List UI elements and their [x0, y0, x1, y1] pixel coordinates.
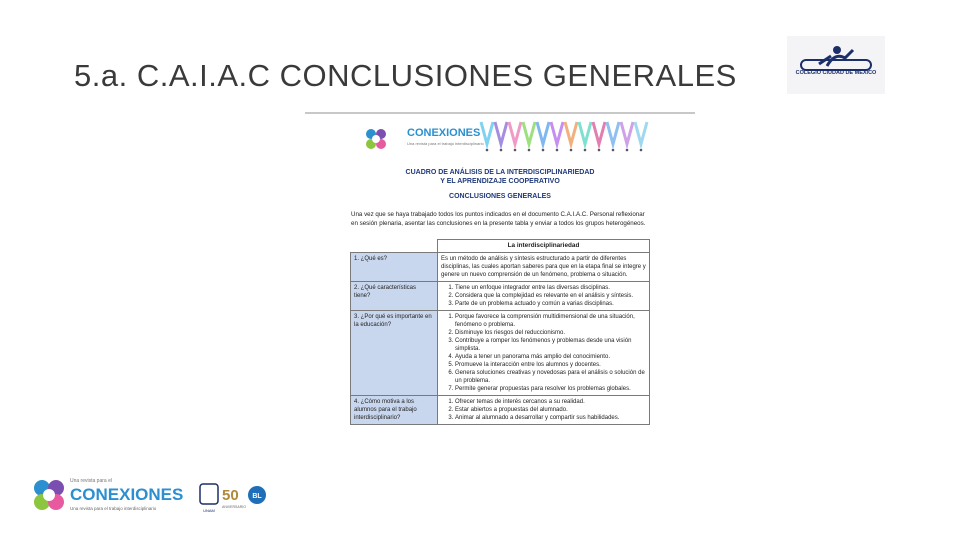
question-cell: 1. ¿Qué es? [351, 253, 438, 282]
school-name: COLEGIO CIUDAD DE MÉXICO [795, 70, 877, 76]
list-item: 3. Contribuye a romper los fenómenos y problemas desde una visión simplista. [455, 337, 646, 353]
table-row [351, 253, 650, 282]
table-row [351, 311, 650, 396]
list-item: 2. Disminuye los riesgos del reduccionismo. [455, 329, 646, 337]
document-intro: Una vez que se haya trabajado todos los puntos indicados en el documento C.A.I.A.C. Personal reflexionar en sesión plenaria, asentar las conclusiones en la presente tabla y enviar a todos los grupos heterogéneos. [351, 211, 646, 227]
list-item: 6. Genera soluciones creativas y novedosas para el análisis o solución de un problema. [455, 369, 646, 385]
school-logo [787, 36, 885, 94]
list-item: 2. Considera que la complejidad es relevante en el análisis y síntesis. [455, 292, 646, 300]
document-preview [305, 112, 695, 496]
question-cell: 4. ¿Cómo motiva a los alumnos para el trabajo interdisciplinario? [351, 396, 438, 425]
list-item: 2. Estar abiertos a propuestas del alumnado. [455, 406, 646, 414]
badge-sub: ANIVERSARIO [222, 505, 246, 509]
conexiones-footer-logo-icon [34, 480, 64, 510]
answer-cell [438, 311, 650, 396]
footer-small-label: Una revista para el [70, 478, 112, 484]
table-header-row [351, 240, 650, 253]
list-item: 1. Porque favorece la comprensión multidimensional de una situación, fenómeno o problema. [455, 313, 646, 329]
slide-title: 5.a. C.A.I.A.C CONCLUSIONES GENERALES [74, 58, 737, 93]
anniversary-badge-icon [222, 487, 246, 509]
unam-seal-icon [200, 484, 218, 513]
school-emblem-icon [797, 44, 875, 72]
list-item: 1. Ofrecer temas de interés cercanos a su realidad. [455, 398, 646, 406]
table-header-spacer [351, 240, 438, 253]
footer-logos [8, 468, 268, 520]
document-heading-line-2: Y EL APRENDIZAJE COOPERATIVO [440, 178, 560, 185]
document-tagline: Una revista para el trabajo interdisciplinario [407, 141, 484, 146]
list-item: 3. Animar al alumnado a desarrollar y compartir sus habilidades. [455, 414, 646, 422]
answer-cell [438, 396, 650, 425]
document-top-rule [305, 112, 695, 114]
list-item: 5. Promueve la interacción entre los alumnos y docentes. [455, 361, 646, 369]
footer-brand: CONEXIONES [70, 485, 184, 504]
footer-tagline: Una revista para el trabajo interdisciplinario [70, 506, 157, 511]
question-cell: 3. ¿Por qué es importante en la educación? [351, 311, 438, 396]
table-row [351, 282, 650, 311]
answer-list [441, 284, 646, 308]
list-item: 3. Parte de un problema actuado y común a varias disciplinas. [455, 300, 646, 308]
document-heading-line-1: CUADRO DE ANÁLISIS DE LA INTERDISCIPLINARIEDAD [405, 169, 595, 176]
table-header: La interdisciplinariedad [438, 240, 650, 253]
seal-label: UNAM [203, 508, 215, 513]
answer-cell: Es un método de análisis y síntesis estructurado a partir de diferentes disciplinas, las cuales aportan saberes para que en la etapa final se integre y genere un nuevo comprensión de un fenómeno, problema o situación. [438, 253, 650, 282]
color-stripes-decoration [477, 118, 657, 154]
bl-badge-icon [248, 486, 266, 504]
document-heading [305, 168, 695, 186]
list-item: 4. Ayuda a tener un panorama más amplio del conocimiento. [455, 353, 646, 361]
list-item: 7. Permite generar propuestas para resolver los problemas globales. [455, 385, 646, 393]
list-item: 1. Tiene un enfoque integrador entre las diversas disciplinas. [455, 284, 646, 292]
badge-number: 50 [222, 487, 239, 504]
document-subheading: CONCLUSIONES GENERALES [449, 193, 551, 200]
question-cell: 2. ¿Qué características tiene? [351, 282, 438, 311]
table-row [351, 396, 650, 425]
bl-badge-text: BL [252, 493, 262, 500]
answer-list [441, 398, 646, 422]
answer-list [441, 313, 646, 393]
conclusions-table [350, 239, 650, 425]
document-brand: CONEXIONES [407, 127, 481, 139]
answer-cell [438, 282, 650, 311]
